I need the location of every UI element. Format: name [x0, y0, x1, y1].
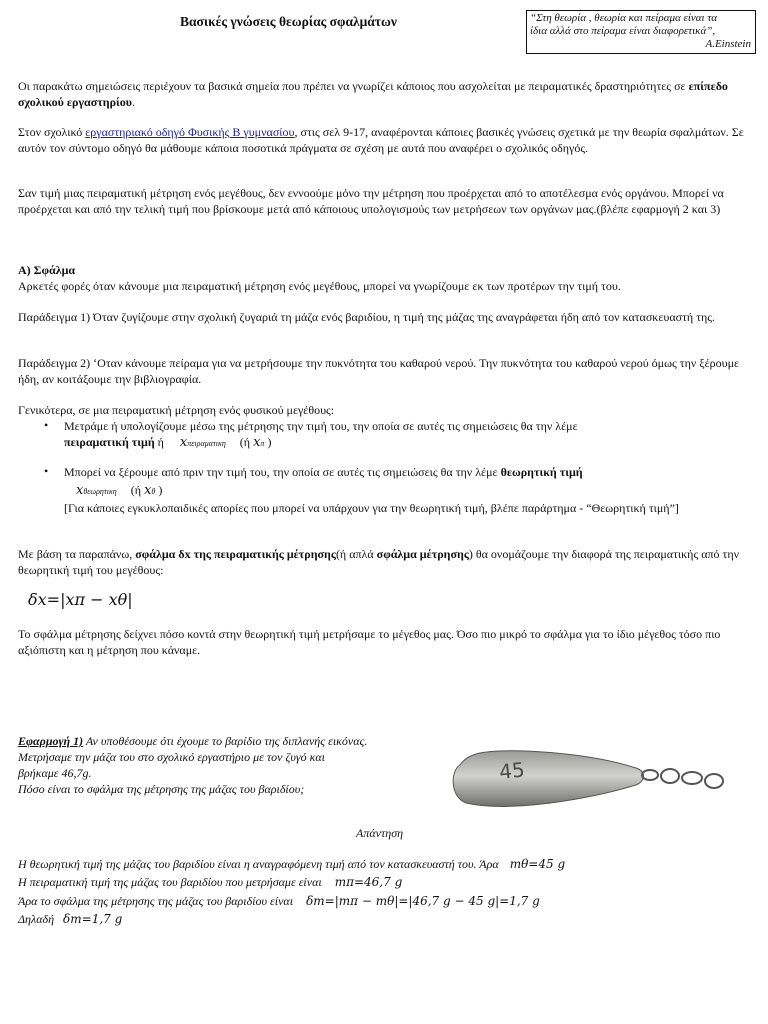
error-definition — [18, 546, 753, 578]
x-pi-subscript: π — [260, 439, 265, 448]
lab-guide-link[interactable]: εργαστηριακό οδηγό Φυσικής Β γυμνασίου — [85, 125, 295, 139]
x-theor-subscript: θεωρητικη — [83, 487, 117, 496]
question-line-2: Μετρήσαμε την μάζα του στο σχολικό εργαστήριο με τον ζυγό και — [18, 750, 325, 764]
definition-aside: (ή απλά — [335, 547, 377, 561]
x-theta-subscript: θ — [151, 487, 156, 496]
definition-text: Με βάση τα παραπάνω, — [18, 547, 136, 561]
x-symbol: x — [179, 435, 188, 450]
answer-2-text: Η πειραματική τιμή της μάζας του βαριδίου που μετρήσαμε είναι — [18, 875, 322, 889]
section-a-heading: Α) Σφάλμα — [18, 263, 76, 277]
intro-p1-bold: επίπεδο σχολικού εργαστηρίου — [18, 79, 728, 109]
error-short-term: σφάλμα μέτρησης — [376, 547, 469, 561]
x-symbol: x — [76, 483, 84, 498]
intro-paragraph-1 — [18, 78, 753, 110]
quote-line-1: “Στη θεωρία , θεωρία και πείραμα είναι τα — [530, 12, 718, 24]
quote-line-2: ίδια αλλά στο πείραμα είναι διαφορετικά”, — [530, 25, 716, 37]
bullet-1-paren-open: (ή — [239, 435, 251, 449]
general-statement: Γενικότερα, σε μια πειραματική μέτρηση ενός φυσικού μεγέθους: — [18, 403, 335, 417]
error-explanation: Το σφάλμα μέτρησης δείχνει πόσο κοντά στην θεωρητική τιμή μετρήσαμε το μέγεθος μας. Όσο πιο μικρό το σφάλμα για το ίδιο μέγεθος τόσο πιο αξιόπιστη και η μέτρηση που κάναμε. — [18, 627, 721, 657]
bullet-2-paren-open: (ή — [130, 483, 142, 497]
bullet-1-line: Μετράμε ή υπολογίζουμε μέσω της μέτρησης την τιμή του, την οποία σε αυτές τις σημειώσεις θα την λέμε — [64, 419, 578, 433]
application-1-question — [18, 733, 438, 797]
bullet-1-or: ή — [157, 435, 164, 449]
answer-heading: Απάντηση — [356, 826, 404, 840]
example-1: Παράδειγμα 1) Όταν ζυγίζουμε στην σχολική ζυγαριά τη μάζα ενός βαριδίου, η τιμή της μάζας της αναγράφεται ήδη από τον κατασκευαστή της. — [18, 310, 716, 324]
theoretical-value-term: θεωρητική τιμή — [500, 465, 583, 479]
fishing-sinker-image — [440, 735, 730, 817]
einstein-quote-box — [526, 10, 756, 54]
x-symbol: x — [144, 483, 152, 498]
mass-error-calc: δm=|mπ − mθ|=|46,7 g − 45 g|=1,7 g — [306, 894, 540, 908]
answer-line-1 — [18, 856, 753, 872]
intro-p1-text: Οι παρακάτω σημειώσεις περιέχουν τα βασικά σημεία που πρέπει να γνωρίζει κάποιος που ασχολείται με πειραματικές δραστηριότητες σε — [18, 79, 689, 93]
intro-p2-rest: , στις σελ 9-17, αναφέρονται κάποιες βασικές γνώσεις σχετικά με την θεωρία σφαλμάτων. Σε αυτόν τον σύντομο οδηγό θα μάθουμε κάποια ποσοτικά πράγματα σε σχέση με αυτά που αναφέρει ο σχολικός οδηγός. — [18, 125, 744, 155]
measurement-error-term: σφάλμα δx της πειραματικής μέτρησης — [135, 547, 336, 561]
answer-1-text: Η θεωρητική τιμή της μάζας του βαριδίου είναι η αναγραφόμενη τιμή από τον κατασκευαστή του. Άρα — [18, 857, 499, 871]
experimental-mass: mπ=46,7 g — [334, 875, 403, 889]
bullet-1-paren-close: ) — [267, 435, 272, 449]
section-a-paragraph: Αρκετές φορές όταν κάνουμε μια πειραματική μέτρηση ενός μεγέθους, μπορεί να γνωρίζουμε εκ των προτέρων την τιμή του. — [18, 279, 621, 293]
error-formula: δx=|xπ − xθ| — [28, 590, 133, 609]
experimental-value-term: πειραματική τιμή — [64, 435, 155, 449]
bullet-2-line: Μπορεί να ξέρουμε από πριν την τιμή του, την οποία σε αυτές τις σημειώσεις θα την λέμε — [64, 465, 501, 479]
answer-line-4 — [18, 911, 753, 927]
intro-paragraph-2 — [18, 124, 753, 156]
answer-line-2 — [18, 874, 753, 890]
theoretical-mass: mθ=45 g — [509, 857, 566, 871]
application-1-title: Εφαρμογή 1) — [18, 734, 84, 748]
page-title: Βασικές γνώσεις θεωρίας σφαλμάτων — [180, 14, 397, 29]
question-line-1: Αν υποθέσουμε ότι έχουμε το βαρίδιο της διπλανής εικόνας. — [83, 734, 368, 748]
sinker-label: 45 — [498, 757, 526, 784]
x-exp-subscript: πειραματικη — [187, 439, 226, 448]
example-2: Παράδειγμα 2) ‘Οταν κάνουμε πείραμα για να μετρήσουμε την πυκνότητα του καθαρού νερού. Την πυκνότητα του καθαρού νερού όμως την ξέρουμε ήδη, αν κοιτάξουμε την βιβλιογραφία. — [18, 356, 740, 386]
intro-p2-text: Στον σχολικό — [18, 125, 86, 139]
bullet-2-mark: • — [44, 464, 49, 478]
bullet-2-paren-close: ) — [158, 483, 163, 497]
bullet-1-mark: • — [44, 418, 49, 432]
bullet-2-note: [Για κάποιες εγκυκλοπαιδικές απορίες που μπορεί να υπάρχουν για την θεωρητική τιμή, βλέπε παράρτημα - “Θεωρητική τιμή”] — [64, 501, 679, 515]
question-line-4: Πόσο είναι το σφάλμα της μέτρησης της μάζας του βαριδίου; — [18, 782, 305, 796]
bullet-1-text — [64, 418, 754, 452]
intro-p1-end: . — [132, 95, 135, 109]
bullet-2-text — [64, 464, 754, 516]
answer-line-3 — [18, 893, 753, 909]
intro-paragraph-3: Σαν τιμή μιας πειραματική μέτρηση ενός μεγέθους, δεν εννοούμε μόνο την μέτρηση που προέρχεται από το αποτέλεσμα ενός οργάνου. Μπορεί να προέρχεται και από την τελική τιμή που βρίσκουμε μετά από κάποιους υπολογισμούς των μετρήσεων των οργάνων μας.(βλέπε εφαρμογή 2 και 3) — [18, 186, 724, 216]
x-symbol: x — [253, 435, 261, 450]
definition-rest: ) θα ονομάζουμε την διαφορά της πειραματικής από την θεωρητική τιμή του μεγέθους: — [18, 547, 740, 577]
swivel-icon — [642, 769, 723, 788]
answer-3-text: Άρα το σφάλμα της μέτρησης της μάζας του βαριδίου είναι — [18, 894, 294, 908]
mass-error-result: δm=1,7 g — [63, 912, 123, 926]
answer-4-text: Δηλαδή — [18, 912, 55, 926]
quote-author: A.Einstein — [705, 38, 751, 50]
question-line-3: βρήκαμε 46,7g. — [18, 766, 92, 780]
